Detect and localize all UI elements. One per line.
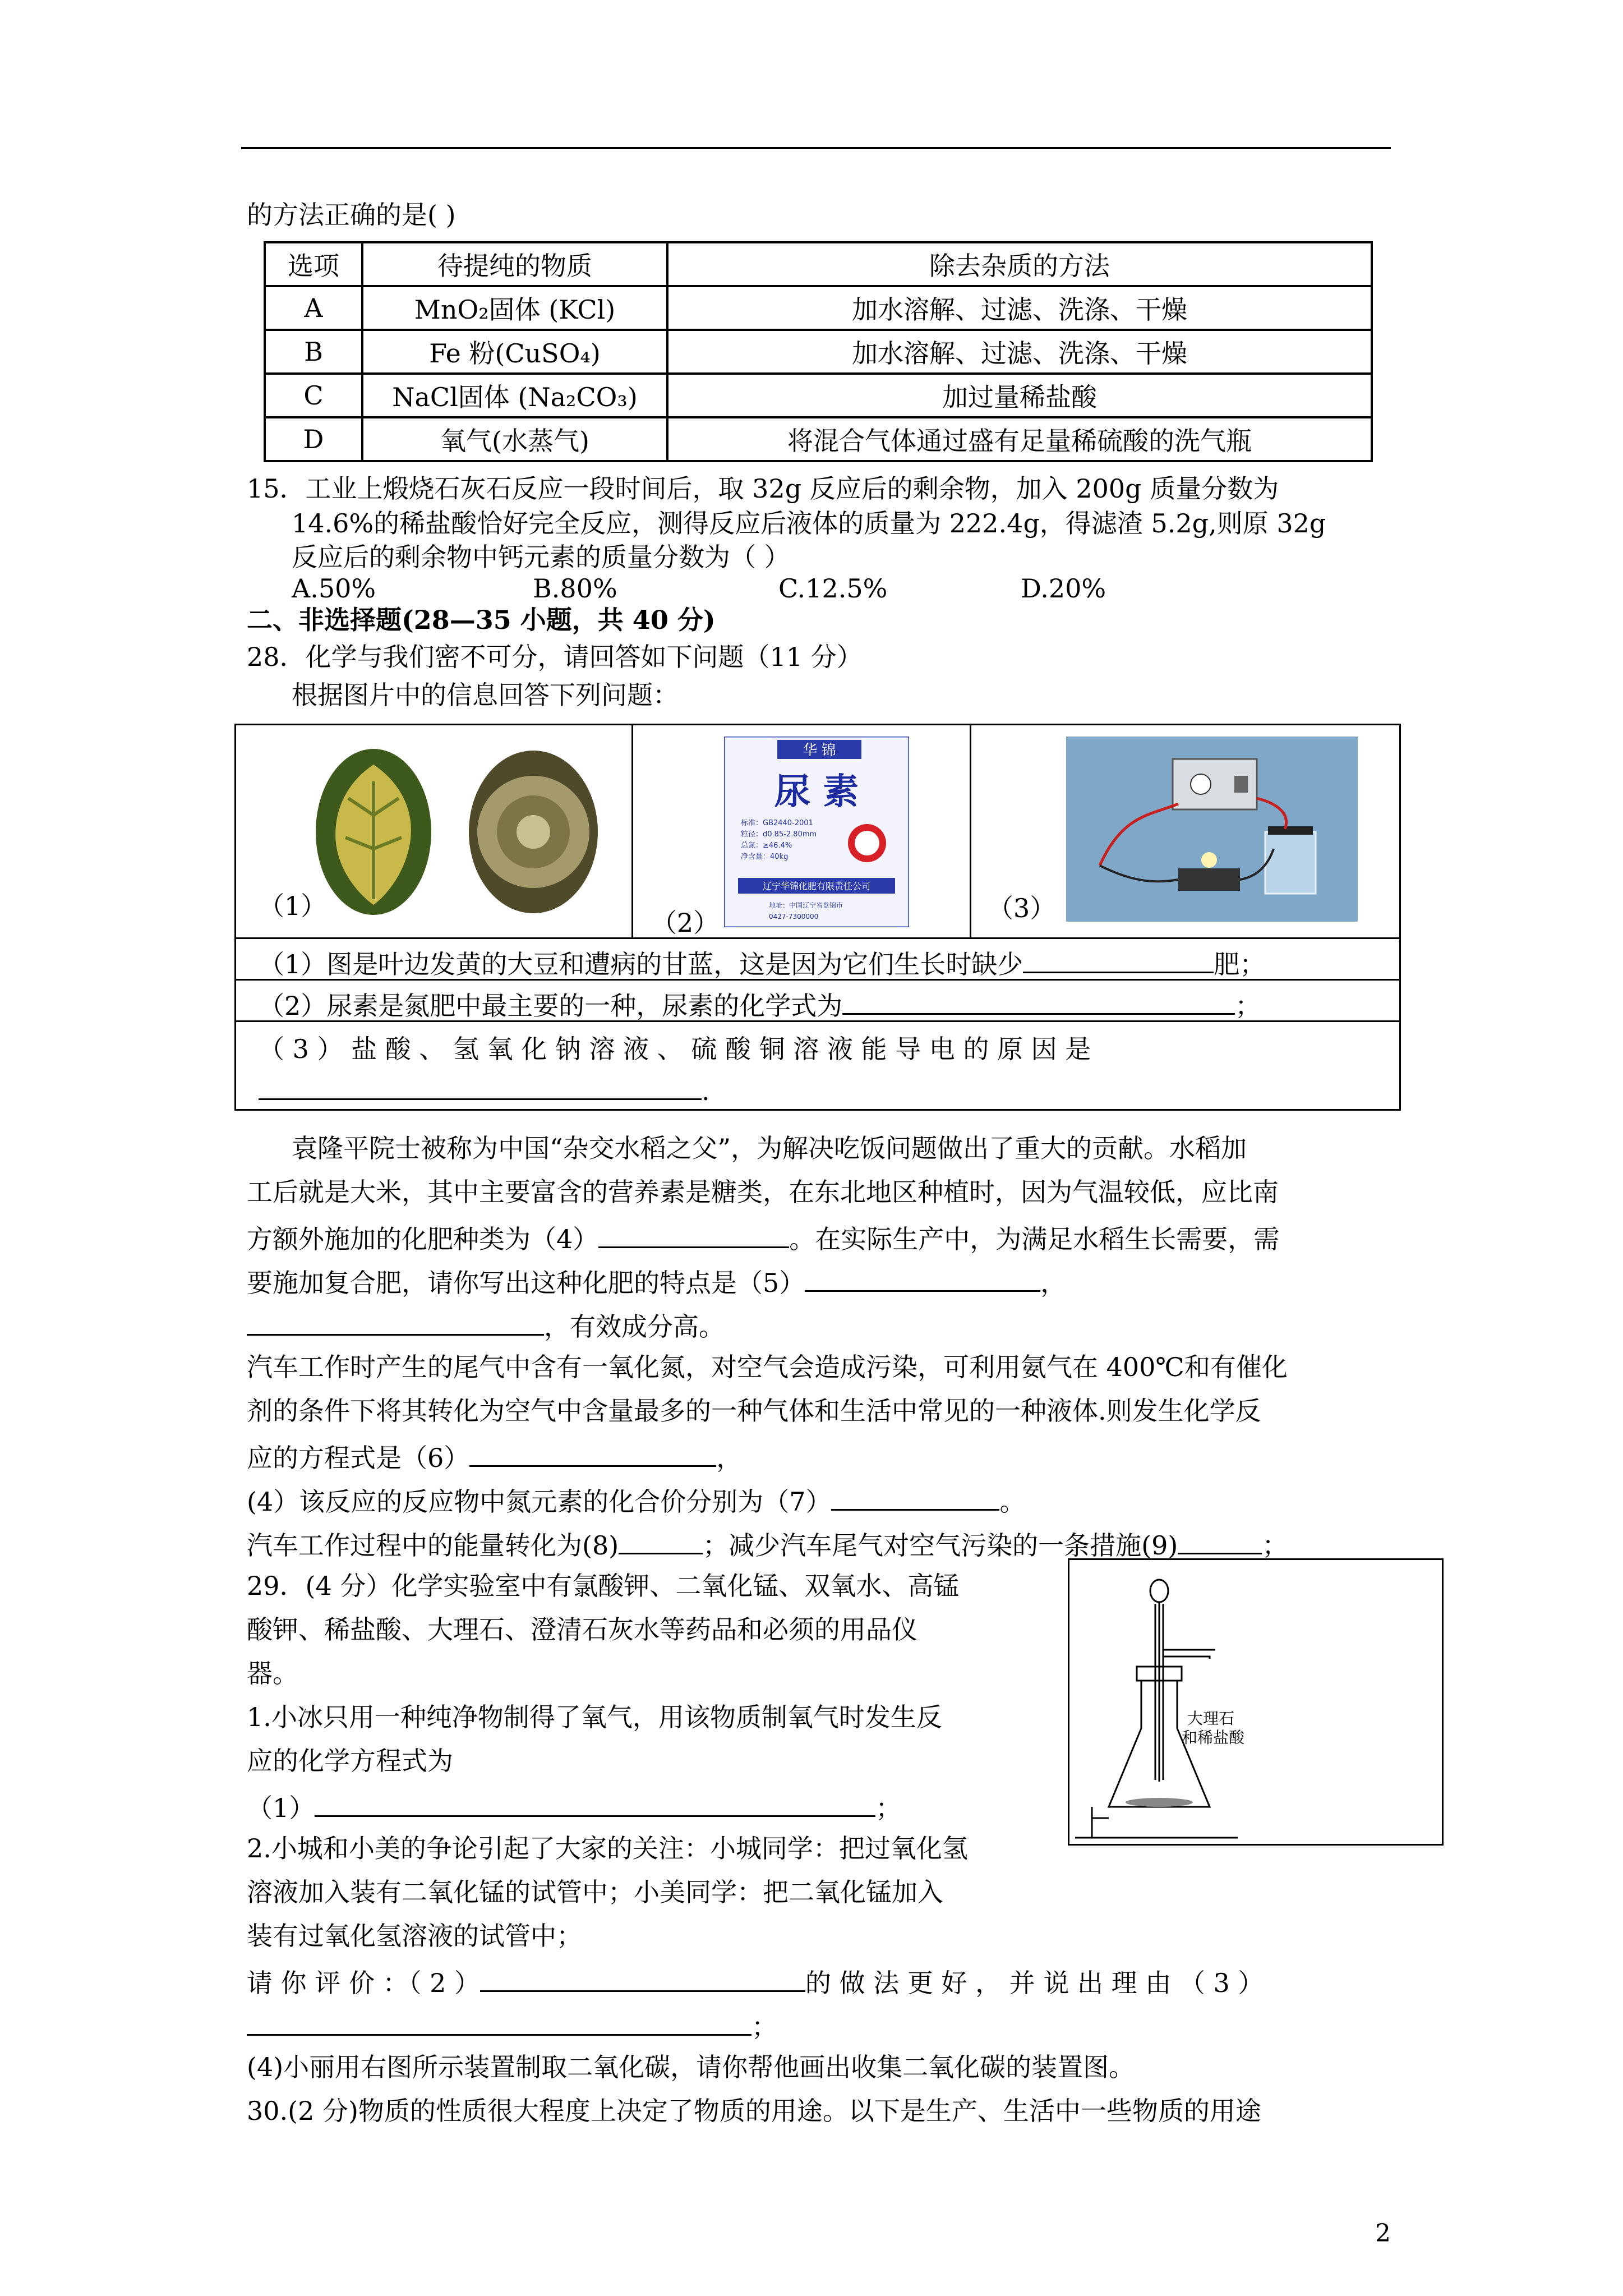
- answer-blank[interactable]: [259, 1070, 702, 1100]
- header-method: 除去杂质的方法: [667, 242, 1372, 286]
- answer-blank[interactable]: [247, 2006, 751, 2036]
- label-acid: 和稀盐酸: [1182, 1728, 1245, 1747]
- row-method: 加水溶解、过滤、洗涤、干燥: [667, 330, 1372, 374]
- q15-option-d: D.20%: [1021, 573, 1106, 604]
- conductivity-apparatus-photo: [1066, 737, 1358, 922]
- q15-line1: 15．工业上煅烧石灰石反应一段时间后，取 32g 反应后的剩余物，加入 200g 质量分数为: [247, 473, 1279, 504]
- q29-line: 29．(4 分）化学实验室中有氯酸钾、二氧化锰、双氧水、高锰: [247, 1571, 960, 1601]
- q29-line: 酸钾、稀盐酸、大理石、澄清石灰水等药品和必须的用品仪: [247, 1614, 917, 1645]
- table-row: [265, 330, 1372, 374]
- bag-brand: 华 锦: [803, 742, 836, 758]
- bag-spec-3: 总氮：≥46.4%: [741, 841, 792, 850]
- q29-line: 装有过氧化氢溶液的试管中；: [247, 1921, 582, 1951]
- bag-spec-1: 标准：GB2440-2001: [741, 819, 813, 827]
- row-method: 加水溶解、过滤、洗涤、干燥: [667, 286, 1372, 330]
- row-option: A: [265, 286, 362, 330]
- q29-line: 应的化学方程式为: [247, 1746, 453, 1776]
- q15-line3: 反应后的剩余物中钙元素的质量分数为（ ）: [292, 542, 790, 572]
- leaf-photos: [315, 748, 617, 916]
- para-line: 工后就是大米，其中主要富含的营养素是糖类，在东北地区种植时，因为气温较低，应比南: [247, 1177, 1279, 1207]
- bag-product-name: 尿 素: [774, 771, 859, 813]
- column-divider: [631, 725, 633, 937]
- caption-2: （2）: [651, 908, 720, 938]
- q28-title: 28．化学与我们密不可分，请回答如下问题（11 分）: [247, 642, 863, 672]
- para-line: 方额外施加的化肥种类为（4） 。在实际生产中，为满足水稻生长需要，需: [247, 1218, 1279, 1257]
- bag-spec-2: 粒径：d0.85-2.80mm: [741, 830, 817, 839]
- answer-blank[interactable]: [831, 1481, 999, 1511]
- q14-tail: 的方法正确的是( ): [247, 200, 456, 230]
- question-row-3: [236, 1020, 1399, 1114]
- para-line: 汽车工作过程中的能量转化为(8) ；减少汽车尾气对空气污染的一条措施(9) ；: [247, 1525, 1288, 1563]
- answer-blank[interactable]: [619, 1525, 703, 1554]
- q29-line: ；: [247, 2006, 777, 2044]
- para-line: 应的方程式是（6） ，: [247, 1437, 742, 1475]
- row-substance: Fe 粉(CuSO₄): [362, 330, 667, 374]
- row2-text: （2）尿素是氮肥中最主要的一种，尿素的化学式为 ；: [259, 985, 1261, 1023]
- answer-blank[interactable]: [1023, 944, 1214, 973]
- q30-line: 30.(2 分)物质的性质很大程度上决定了物质的用途。以下是生产、生活中一些物质的用途: [247, 2096, 1261, 2126]
- para-line: 袁隆平院士被称为中国“杂交水稻之父”，为解决吃饭问题做出了重大的贡献。水稻加: [292, 1133, 1247, 1163]
- q15-option-a: A.50%: [292, 573, 376, 604]
- flask-funnel-diagram: [1069, 1560, 1442, 1844]
- q28-intro: 根据图片中的信息回答下列问题：: [292, 680, 679, 710]
- para-line: ，有效成分高。: [247, 1306, 725, 1344]
- header-option: 选项: [265, 242, 362, 286]
- answer-blank[interactable]: [598, 1218, 789, 1248]
- q29-line: (4)小丽用右图所示装置制取二氧化碳，请你帮他画出收集二氧化碳的装置图。: [247, 2052, 1135, 2082]
- q29-line: 溶液加入装有二氧化锰的试管中；小美同学：把二氧化锰加入: [247, 1877, 943, 1907]
- question-row-2: [236, 979, 1399, 1022]
- row-option: D: [265, 417, 362, 461]
- purification-table: [264, 241, 1373, 462]
- q15-line2: 14.6%的稀盐酸恰好完全反应，测得反应后液体的质量为 222.4g，得滤渣 5.2g,则原 32g: [292, 508, 1326, 539]
- caption-1: （1）: [259, 891, 327, 921]
- answer-blank[interactable]: [469, 1437, 716, 1467]
- answer-blank[interactable]: [1178, 1525, 1262, 1554]
- row-substance: 氧气(水蒸气): [362, 417, 667, 461]
- q29-line: 请 你 评 价 ：（ 2 ） 的 做 法 更 好 ， 并 说 出 理 由 （ 3 ）: [247, 1962, 1264, 2000]
- table-header-row: [265, 242, 1372, 286]
- question-row-1: [236, 937, 1399, 981]
- table-row: [265, 286, 1372, 330]
- picture-table: [234, 724, 1401, 1111]
- row3-answer: .: [259, 1070, 710, 1106]
- row-option: C: [265, 374, 362, 417]
- bag-spec-4: 净含量：40kg: [741, 853, 789, 861]
- row-substance: MnO₂固体 (KCl): [362, 286, 667, 330]
- para-line: (4）该反应的反应物中氮元素的化合价分别为（7） 。: [247, 1481, 1025, 1519]
- header-rule: [241, 147, 1391, 149]
- bag-address: 地址：中国辽宁省盘锦市: [769, 901, 843, 909]
- label-marble: 大理石: [1187, 1709, 1235, 1728]
- urea-bag-image: [724, 737, 909, 927]
- column-divider: [970, 725, 971, 937]
- table-row: [265, 374, 1372, 417]
- answer-blank[interactable]: [315, 1787, 875, 1817]
- q29-line: （1） ；: [247, 1787, 901, 1825]
- row-option: B: [265, 330, 362, 374]
- row-method: 加过量稀盐酸: [667, 374, 1372, 417]
- q15-option-b: B.80%: [533, 573, 617, 604]
- para-line: 汽车工作时产生的尾气中含有一氧化氮，对空气会造成污染，可利用氨气在 400℃和有催化: [247, 1352, 1288, 1382]
- q29-line: 2.小城和小美的争论引起了大家的关注：小城同学：把过氧化氢: [247, 1833, 968, 1864]
- row3-text: （ 3 ） 盐 酸 、 氢 氧 化 钠 溶 液 、 硫 酸 铜 溶 液 能 导 电 的 原 因 是: [259, 1034, 1091, 1064]
- bag-company: 辽宁华锦化肥有限责任公司: [762, 881, 871, 891]
- q29-line: 1.小冰只用一种纯净物制得了氧气，用该物质制氧气时发生反: [247, 1702, 942, 1732]
- table-row: [265, 417, 1372, 461]
- header-substance: 待提纯的物质: [362, 242, 667, 286]
- co2-apparatus-figure: [1068, 1558, 1444, 1846]
- row1-text: （1）图是叶边发黄的大豆和遭病的甘蓝，这是因为它们生长时缺少 肥；: [259, 944, 1265, 981]
- para-line: 剂的条件下将其转化为空气中含量最多的一种气体和生活中常见的一种液体.则发生化学反: [247, 1396, 1261, 1426]
- answer-blank[interactable]: [480, 1962, 805, 1992]
- answer-blank[interactable]: [805, 1262, 1040, 1292]
- para-line: 要施加复合肥，请你写出这种化肥的特点是（5） ，: [247, 1262, 1066, 1300]
- caption-3: （3）: [988, 893, 1056, 923]
- answer-blank[interactable]: [247, 1306, 544, 1336]
- bag-phone: 0427-7300000: [769, 913, 819, 921]
- answer-blank[interactable]: [842, 985, 1235, 1015]
- q29-line: 器。: [247, 1658, 298, 1688]
- row-substance: NaCl固体 (Na₂CO₃): [362, 374, 667, 417]
- section-heading: 二、非选择题(28—35 小题，共 40 分): [247, 605, 716, 635]
- row-method: 将混合气体通过盛有足量稀硫酸的洗气瓶: [667, 417, 1372, 461]
- page-number: 2: [1375, 2219, 1391, 2248]
- q15-option-c: C.12.5%: [778, 573, 888, 604]
